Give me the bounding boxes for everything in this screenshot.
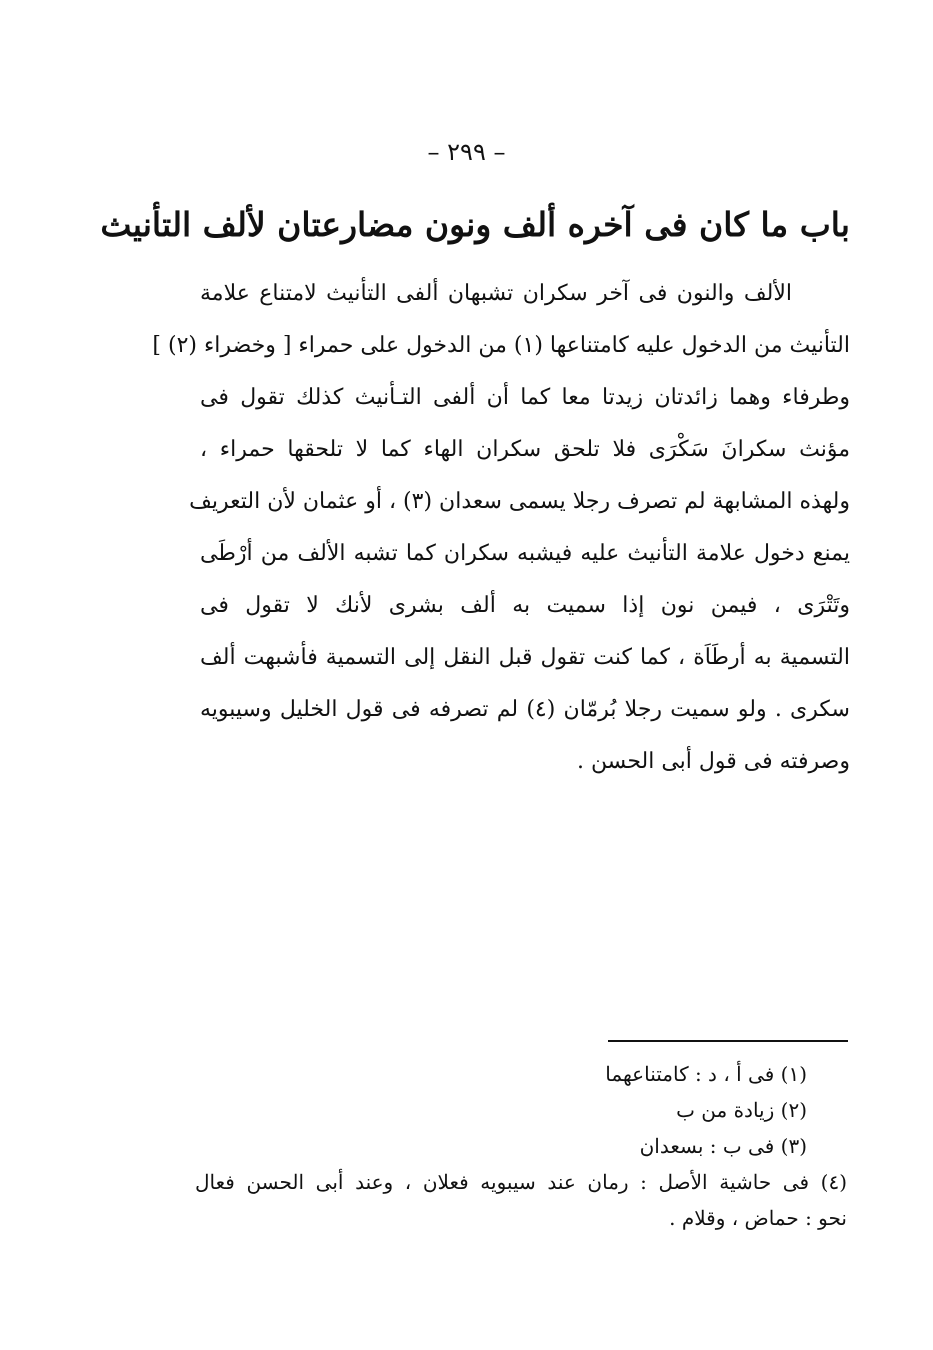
footnote: (٣) فى ب : بسعدان — [639, 1134, 807, 1158]
footnotes — [195, 1056, 847, 1236]
body-line: وطرفاء وهما زائدتان زيدتا معا كما أن ألفى التـأنيث كذلك تقول فى — [200, 385, 850, 410]
body-line: يمنع دخول علامة التأنيث عليه فيشبه سكران كما تشبه الألف من أرْطَى — [200, 541, 850, 566]
chapter-title: باب ما كان فى آخره ألف ونون مضارعتان لألف التأنيث — [100, 205, 850, 244]
body-line: الألف والنون فى آخر سكران تشبهان ألفى التأنيث لامتناع علامة — [200, 281, 792, 306]
footnote: (٤) فى حاشية الأصل : رمان عند سيبويه فعلان ، وعند أبى الحسن فعال — [195, 1170, 847, 1194]
body-line: وصرفته فى قول أبى الحسن . — [576, 749, 850, 774]
footnote: (١) فى أ ، د : كامتناعهما — [605, 1062, 807, 1086]
body-line: التسمية به أرطَاَة ، كما كنت تقول قبل النقل إلى التسمية فأشبهت ألف — [200, 645, 850, 670]
footnote-divider — [608, 1040, 848, 1042]
footnote: (٢) زيادة من ب — [676, 1098, 807, 1122]
body-line: سكرى . ولو سميت رجلا بُرمّان (٤) لم تصرفه فى قول الخليل وسيبويه — [200, 697, 850, 722]
body-text — [152, 268, 850, 788]
footnote-continuation: نحو : حماض ، وقلام . — [669, 1206, 847, 1230]
body-line: وتَتْرَى ، فيمن نون إذا سميت به ألف بشرى لأنك لا تقول فى — [200, 593, 850, 618]
body-line: ولهذه المشابهة لم تصرف رجلا يسمى سعدان (٣) ، أو عثمان لأن التعريف — [189, 489, 850, 514]
body-line: التأنيث من الدخول عليه كامتناعها (١) من الدخول على حمراء [ وخضراء (٢) ] — [152, 333, 850, 358]
page-number: – ٢٩٩ – — [427, 138, 506, 166]
body-line: مؤنث سكرانَ سَكْرَى فلا تلحق سكران الهاء كما لا تلحقها حمراء ، — [200, 437, 850, 462]
